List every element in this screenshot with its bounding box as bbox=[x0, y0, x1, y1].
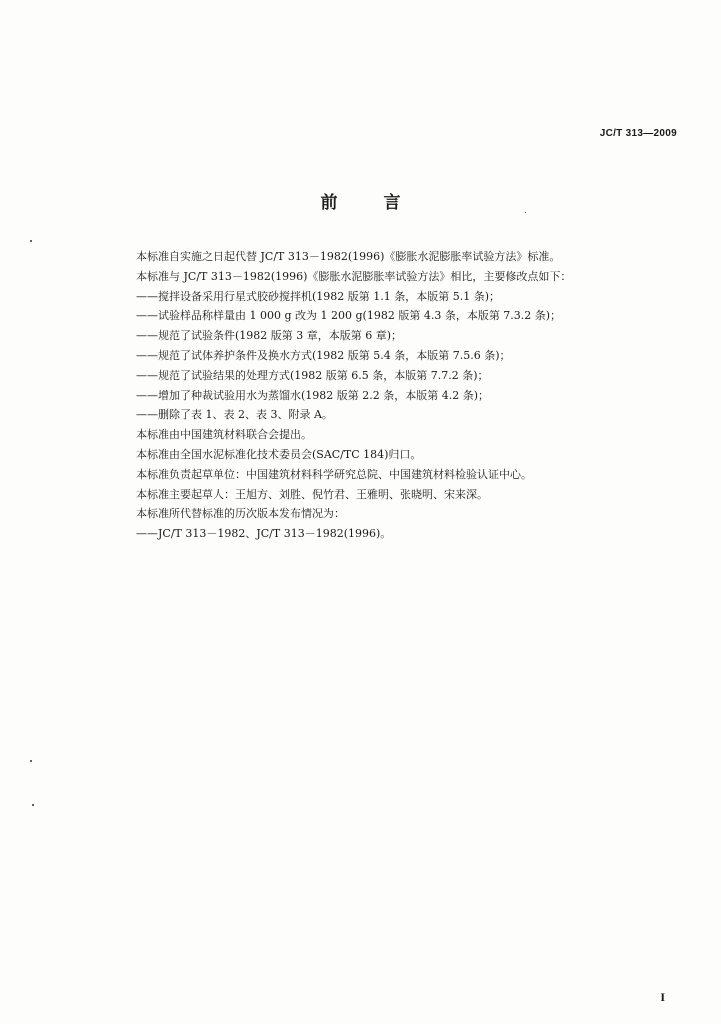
foreword-body bbox=[136, 247, 696, 544]
list-item: ——规范了试体养护条件及换水方式(1982 版第 5.4 条，本版第 7.5.6 条)； bbox=[136, 348, 511, 362]
paragraph-line: 本标准与 JC/T 313－1982(1996)《膨胀水泥膨胀率试验方法》相比，主要修改点如下： bbox=[136, 269, 572, 283]
scan-speck bbox=[32, 804, 34, 806]
paragraph-line: 本标准主要起草人：王旭方、刘胜、倪竹君、王雅明、张晓明、宋来深。 bbox=[136, 487, 488, 501]
paragraph-line: 本标准自实施之日起代替 JC/T 313－1982(1996)《膨胀水泥膨胀率试验方法》标准。 bbox=[136, 250, 561, 263]
list-item: ——试验样品称样量由 1 000 g 改为 1 200 g(1982 版第 4.3 条，本版第 7.3.2 条)； bbox=[136, 309, 562, 323]
list-item: ——JC/T 313－1982、JC/T 313－1982(1996)。 bbox=[136, 527, 392, 541]
list-item: ——搅拌设备采用行星式胶砂搅拌机(1982 版第 1.1 条，本版第 5.1 条)； bbox=[136, 289, 501, 303]
paragraph-line: 本标准负责起草单位：中国建筑材料科学研究总院、中国建筑材料检验认证中心。 bbox=[136, 467, 532, 481]
scan-speck bbox=[525, 212, 526, 213]
scan-speck bbox=[30, 240, 32, 242]
paragraph-line: 本标准由全国水泥标准化技术委员会(SAC/TC 184)归口。 bbox=[136, 447, 422, 461]
title-char-1: 前 bbox=[320, 193, 338, 213]
paragraph-line: 本标准所代替标准的历次版本发布情况为： bbox=[136, 507, 345, 521]
paragraph-line: 本标准由中国建筑材料联合会提出。 bbox=[136, 428, 312, 442]
standard-code: JC/T 313—2009 bbox=[599, 128, 677, 139]
list-item: ——增加了种裁试验用水为蒸馏水(1982 版第 2.2 条，本版第 4.2 条)； bbox=[136, 388, 490, 402]
list-item: ——删除了表 1、表 2、表 3、附录 A。 bbox=[136, 408, 333, 422]
page-title bbox=[0, 188, 721, 213]
scan-speck bbox=[30, 760, 32, 762]
list-item: ——规范了试验结果的处理方式(1982 版第 6.5 条，本版第 7.7.2 条)； bbox=[136, 368, 489, 382]
title-char-2: 言 bbox=[383, 193, 401, 213]
list-item: ——规范了试验条件(1982 版第 3 章，本版第 6 章)； bbox=[136, 329, 403, 343]
page-number: I bbox=[660, 990, 665, 1004]
